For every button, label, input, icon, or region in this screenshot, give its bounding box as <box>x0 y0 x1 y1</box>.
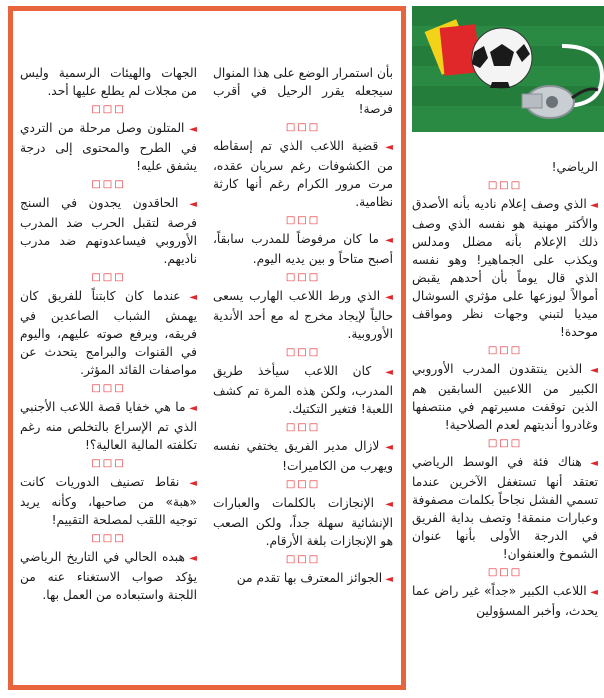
paragraph-separator: □□□ <box>285 479 321 490</box>
news-item-text: قضية اللاعب الذي تم إسقاطه من الكشوفات رغم سريان عقده، مرت مرور الكرام رغم أنها كارثة نظامية. <box>213 139 393 209</box>
news-item <box>213 437 393 475</box>
news-item <box>20 398 197 454</box>
paragraph-separator: □□□ <box>487 345 523 356</box>
bullet-arrow-icon: ◄ <box>180 292 198 303</box>
news-item <box>213 137 393 211</box>
news-item-text: الرياضي! <box>551 160 598 174</box>
soccer-ball-icon <box>472 28 532 88</box>
bullet-arrow-icon: ◄ <box>586 587 598 598</box>
bullet-arrow-icon: ◄ <box>378 142 393 153</box>
news-item <box>412 582 598 620</box>
paragraph-separator: □□□ <box>285 215 321 226</box>
bullet-arrow-icon: ◄ <box>373 499 393 510</box>
bullet-arrow-icon: ◄ <box>178 199 197 210</box>
news-item-text: كان اللاعب سيأخذ طريق المدرب، ولكن هذه المرة تم كشف اللعبة! فتغير التكتيك. <box>213 364 393 416</box>
paragraph-separator: □□□ <box>285 347 321 358</box>
news-item <box>20 119 197 175</box>
news-item <box>213 64 393 118</box>
paragraph-separator: □□□ <box>487 438 523 449</box>
news-item-text: هناك فئة في الوسط الرياضي تعتقد أنها تستغفل الآخرين عندما تسمي الفشل نجاحاً بكلمات مصفوفة وعبارات منمقة! وتصف بداية الفريق في الدرجة الأولى بأنها عنوان الشموخ والعنفوان! <box>412 455 598 561</box>
bullet-arrow-icon: ◄ <box>184 124 197 135</box>
column-left <box>20 64 197 605</box>
news-item-text: الجوائز المعترف بها تقدم من <box>236 571 383 585</box>
news-item-text: بأن استمرار الوضع على هذا المنوال سيجعله يقرر الرحيل في أقرب فرصة! <box>212 66 393 116</box>
sports-illustration <box>412 6 604 132</box>
news-item <box>213 569 393 589</box>
bullet-arrow-icon: ◄ <box>581 458 598 469</box>
news-item <box>20 64 197 100</box>
news-item-text: الإنجازات بالكلمات والعبارات الإنشائية سهلة جداً، ولكن الصعب هو الإنجازات بلغة الأرقام. <box>213 496 393 548</box>
paragraph-separator: □□□ <box>91 104 126 115</box>
bullet-arrow-icon: ◄ <box>179 478 197 489</box>
paragraph-separator: □□□ <box>487 567 523 578</box>
news-item-text: الحاقدون يجدون في السنج فرصة لتقبل الحرب ضد المدرب الأوروبي فيساعدونهم ضد مدرب ناديهم. <box>20 196 197 266</box>
news-item <box>20 194 197 268</box>
news-item-text: لازال مدير الفريق يختفي نفسه ويهرب من الكاميرات! <box>213 439 393 473</box>
news-item-text: الذي ورط اللاعب الهارب يسعى حالياً لإيجاد مخرج له مع أحد الأندية الأوروبية. <box>213 289 393 341</box>
news-item-text: الذي وصف إعلام ناديه بأنه الأصدق والأكثر مهنية هو نفسه الذي وصف ذلك الإعلام بأنه مضلل ومدلس ويكذب على الجماهير! وهو نفسه الذي قال يوماً بأن أحدهم يقبض أموالاً ليوزعها على مؤثري السوشال ميديا لتبني وجهات نظر ومواقف موحدة! <box>412 197 598 339</box>
news-item <box>213 287 393 343</box>
news-item-text: اللاعب الكبير «جداً» غير راض عما يحدث، وأخبر المسؤولين <box>412 584 598 618</box>
news-item <box>20 473 197 529</box>
news-item <box>20 287 197 379</box>
news-item-text: هبده الحالي في التاريخ الرياضي يؤكد صواب الاستغناء عنه من اللجنة واستبعاده من العمل بها. <box>20 550 197 602</box>
paragraph-separator: □□□ <box>285 422 321 433</box>
news-item-text: ما هي خفايا قصة اللاعب الأجنبي الذي تم الإسراع بالتخلص منه رغم تكلفته المالية العالية؟! <box>20 400 197 452</box>
bullet-arrow-icon: ◄ <box>586 200 598 211</box>
news-item <box>412 158 598 176</box>
bullet-arrow-icon: ◄ <box>379 442 393 453</box>
news-item <box>213 494 393 550</box>
paragraph-separator: □□□ <box>91 272 126 283</box>
news-item <box>412 453 598 563</box>
bullet-arrow-icon: ◄ <box>371 367 394 378</box>
paragraph-separator: □□□ <box>285 554 321 565</box>
bullet-arrow-icon: ◄ <box>382 574 393 585</box>
paragraph-separator: □□□ <box>91 383 126 394</box>
column-middle <box>213 64 393 590</box>
bullet-arrow-icon: ◄ <box>582 365 598 376</box>
news-item-text: نقاط تصنيف الدوريات كانت «هبة» من صاحبها، وكأنه يريد توجيه اللقب لمصلحة التقييم! <box>20 475 197 527</box>
paragraph-separator: □□□ <box>91 179 126 190</box>
news-item <box>213 230 393 268</box>
news-item <box>20 548 197 604</box>
bullet-arrow-icon: ◄ <box>378 235 393 246</box>
news-item <box>412 195 598 341</box>
paragraph-separator: □□□ <box>285 122 321 133</box>
bullet-arrow-icon: ◄ <box>380 292 393 303</box>
bullet-arrow-icon: ◄ <box>185 403 197 414</box>
paragraph-separator: □□□ <box>91 533 126 544</box>
news-item-text: ما كان مرفوضاً للمدرب سابقاً، أصبح متاحاً و بين يديه اليوم. <box>213 232 393 266</box>
paragraph-separator: □□□ <box>285 272 321 283</box>
news-item <box>213 362 393 418</box>
paragraph-separator: □□□ <box>91 458 126 469</box>
bullet-arrow-icon: ◄ <box>184 553 198 564</box>
column-right <box>412 158 598 621</box>
paragraph-separator: □□□ <box>487 180 523 191</box>
news-item-text: الذين ينتقدون المدرب الأوروبي الكبير من اللاعبين السابقين هم الذين توقفت مسيرتهم في منتصفها وغادروا أنديتهم لعدم الصلاحية! <box>412 362 598 432</box>
news-item <box>412 360 598 434</box>
news-item-text: المتلون وصل مرحلة من التردي في الطرح والمحتوى إلى درجة يشفق عليه! <box>20 121 197 173</box>
news-item-text: عندما كان كابتناً للفريق كان يهمش الشباب الصاعدين في فريقه، ويرفع صوته عليهم، واليوم في القنوات والبرامج يتحدث عن مواصفات القائد المؤثر. <box>20 289 197 377</box>
news-item-text: الجهات والهيئات الرسمية وليس من مجلات لم يطلع عليها أحد. <box>20 66 197 98</box>
